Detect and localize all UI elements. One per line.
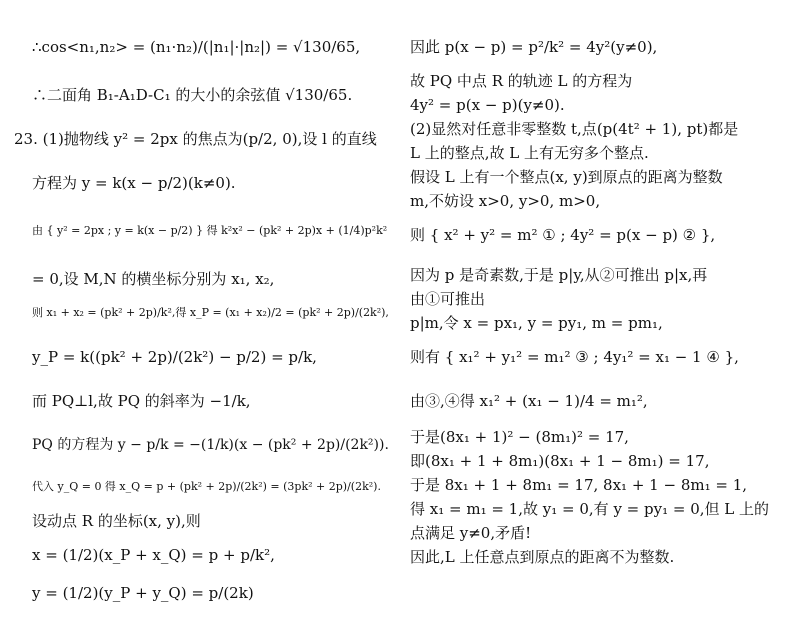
line-problem-23-start: 23. (1)抛物线 y² = 2px 的焦点为(p/2, 0),设 l 的直线 <box>14 130 377 148</box>
line-combine-3-4: 由③,④得 x₁² + (x₁ − 1)/4 = m₁², <box>410 392 648 410</box>
line-locus-intro: 故 PQ 中点 R 的轨迹 L 的方程为 <box>410 72 633 90</box>
line-assumption-signs: m,不妨设 x>0, y>0, m>0, <box>410 192 601 210</box>
line-assumption: 假设 L 上有一个整点(x, y)到原点的距离为整数 <box>410 168 723 186</box>
line-system-3-4: 则有 { x₁² + y₁² = m₁² ③ ; 4y₁² = x₁ − 1 ④ }, <box>410 348 739 366</box>
line-infinite-points: L 上的整点,故 L 上有无穷多个整点. <box>410 144 649 162</box>
line-r-x-coordinate: x = (1/2)(x_P + x_Q) = p + p/k², <box>32 546 275 564</box>
line-difference-squares: 于是(8x₁ + 1)² − (8m₁)² = 17, <box>410 428 629 446</box>
line-prime-divides: 因为 p 是奇素数,于是 p|y,从②可推出 p|x,再 <box>410 266 708 284</box>
line-locus-equation: 4y² = p(x − p)(y≠0). <box>410 96 565 114</box>
line-cos-angle: ∴cos<n₁,n₂> = (n₁·n₂)/(|n₁|·|n₂|) = √130/65, <box>32 38 361 56</box>
line-yp-value: y_P = k((pk² + 2p)/(2k²) − p/2) = p/k, <box>32 348 317 366</box>
line-point-r-setup: 设动点 R 的坐标(x, y),则 <box>32 512 201 530</box>
line-xq-value: 代入 y_Q = 0 得 x_Q = p + (pk² + 2p)/(2k²) = (3pk² + 2p)/(2k²). <box>32 480 381 493</box>
line-contradiction: 点满足 y≠0,矛盾! <box>410 524 532 542</box>
line-r-y-coordinate: y = (1/2)(y_P + y_Q) = p/(2k) <box>32 584 254 602</box>
line-part2-lattice-points: (2)显然对任意非零整数 t,点(p(4t² + 1), pt)都是 <box>410 120 739 138</box>
line-pq-slope: 而 PQ⊥l,故 PQ 的斜率为 −1/k, <box>32 392 251 410</box>
line-factored: 即(8x₁ + 1 + 8m₁)(8x₁ + 1 − 8m₁) = 17, <box>410 452 710 470</box>
line-system-elimination: 由 { y² = 2px ; y = k(x − p/2) } 得 k²x² − (pk² + 2p)x + (1/4)p²k² <box>32 224 388 237</box>
line-conclusion: 因此,L 上任意点到原点的距离不为整数. <box>410 548 675 566</box>
line-xp-midpoint: 则 x₁ + x₂ = (pk² + 2p)/k²,得 x_P = (x₁ + x₂)/2 = (pk² + 2p)/(2k²), <box>32 306 389 319</box>
line-roots-x1-x2: = 0,设 M,N 的横坐标分别为 x₁, x₂, <box>32 270 275 288</box>
line-system-1-2: 则 { x² + y² = m² ① ; 4y² = p(x − p) ② }, <box>410 226 716 244</box>
line-line-equation: 方程为 y = k(x − p/2)(k≠0). <box>32 174 236 192</box>
line-solution-x1-m1: 得 x₁ = m₁ = 1,故 y₁ = 0,有 y = py₁ = 0,但 L 上的 <box>410 500 770 518</box>
line-substitution: p|m,令 x = px₁, y = py₁, m = pm₁, <box>410 314 663 332</box>
line-dihedral-cosine: ∴二面角 B₁-A₁D-C₁ 的大小的余弦值 √130/65. <box>32 86 353 104</box>
line-pq-equation: PQ 的方程为 y − p/k = −(1/k)(x − (pk² + 2p)/(2k²)). <box>32 437 389 453</box>
line-from-eq1: 由①可推出 <box>410 290 486 308</box>
line-factor-values: 于是 8x₁ + 1 + 8m₁ = 17, 8x₁ + 1 − 8m₁ = 1, <box>410 476 748 494</box>
line-locus-relation: 因此 p(x − p) = p²/k² = 4y²(y≠0), <box>410 38 658 56</box>
